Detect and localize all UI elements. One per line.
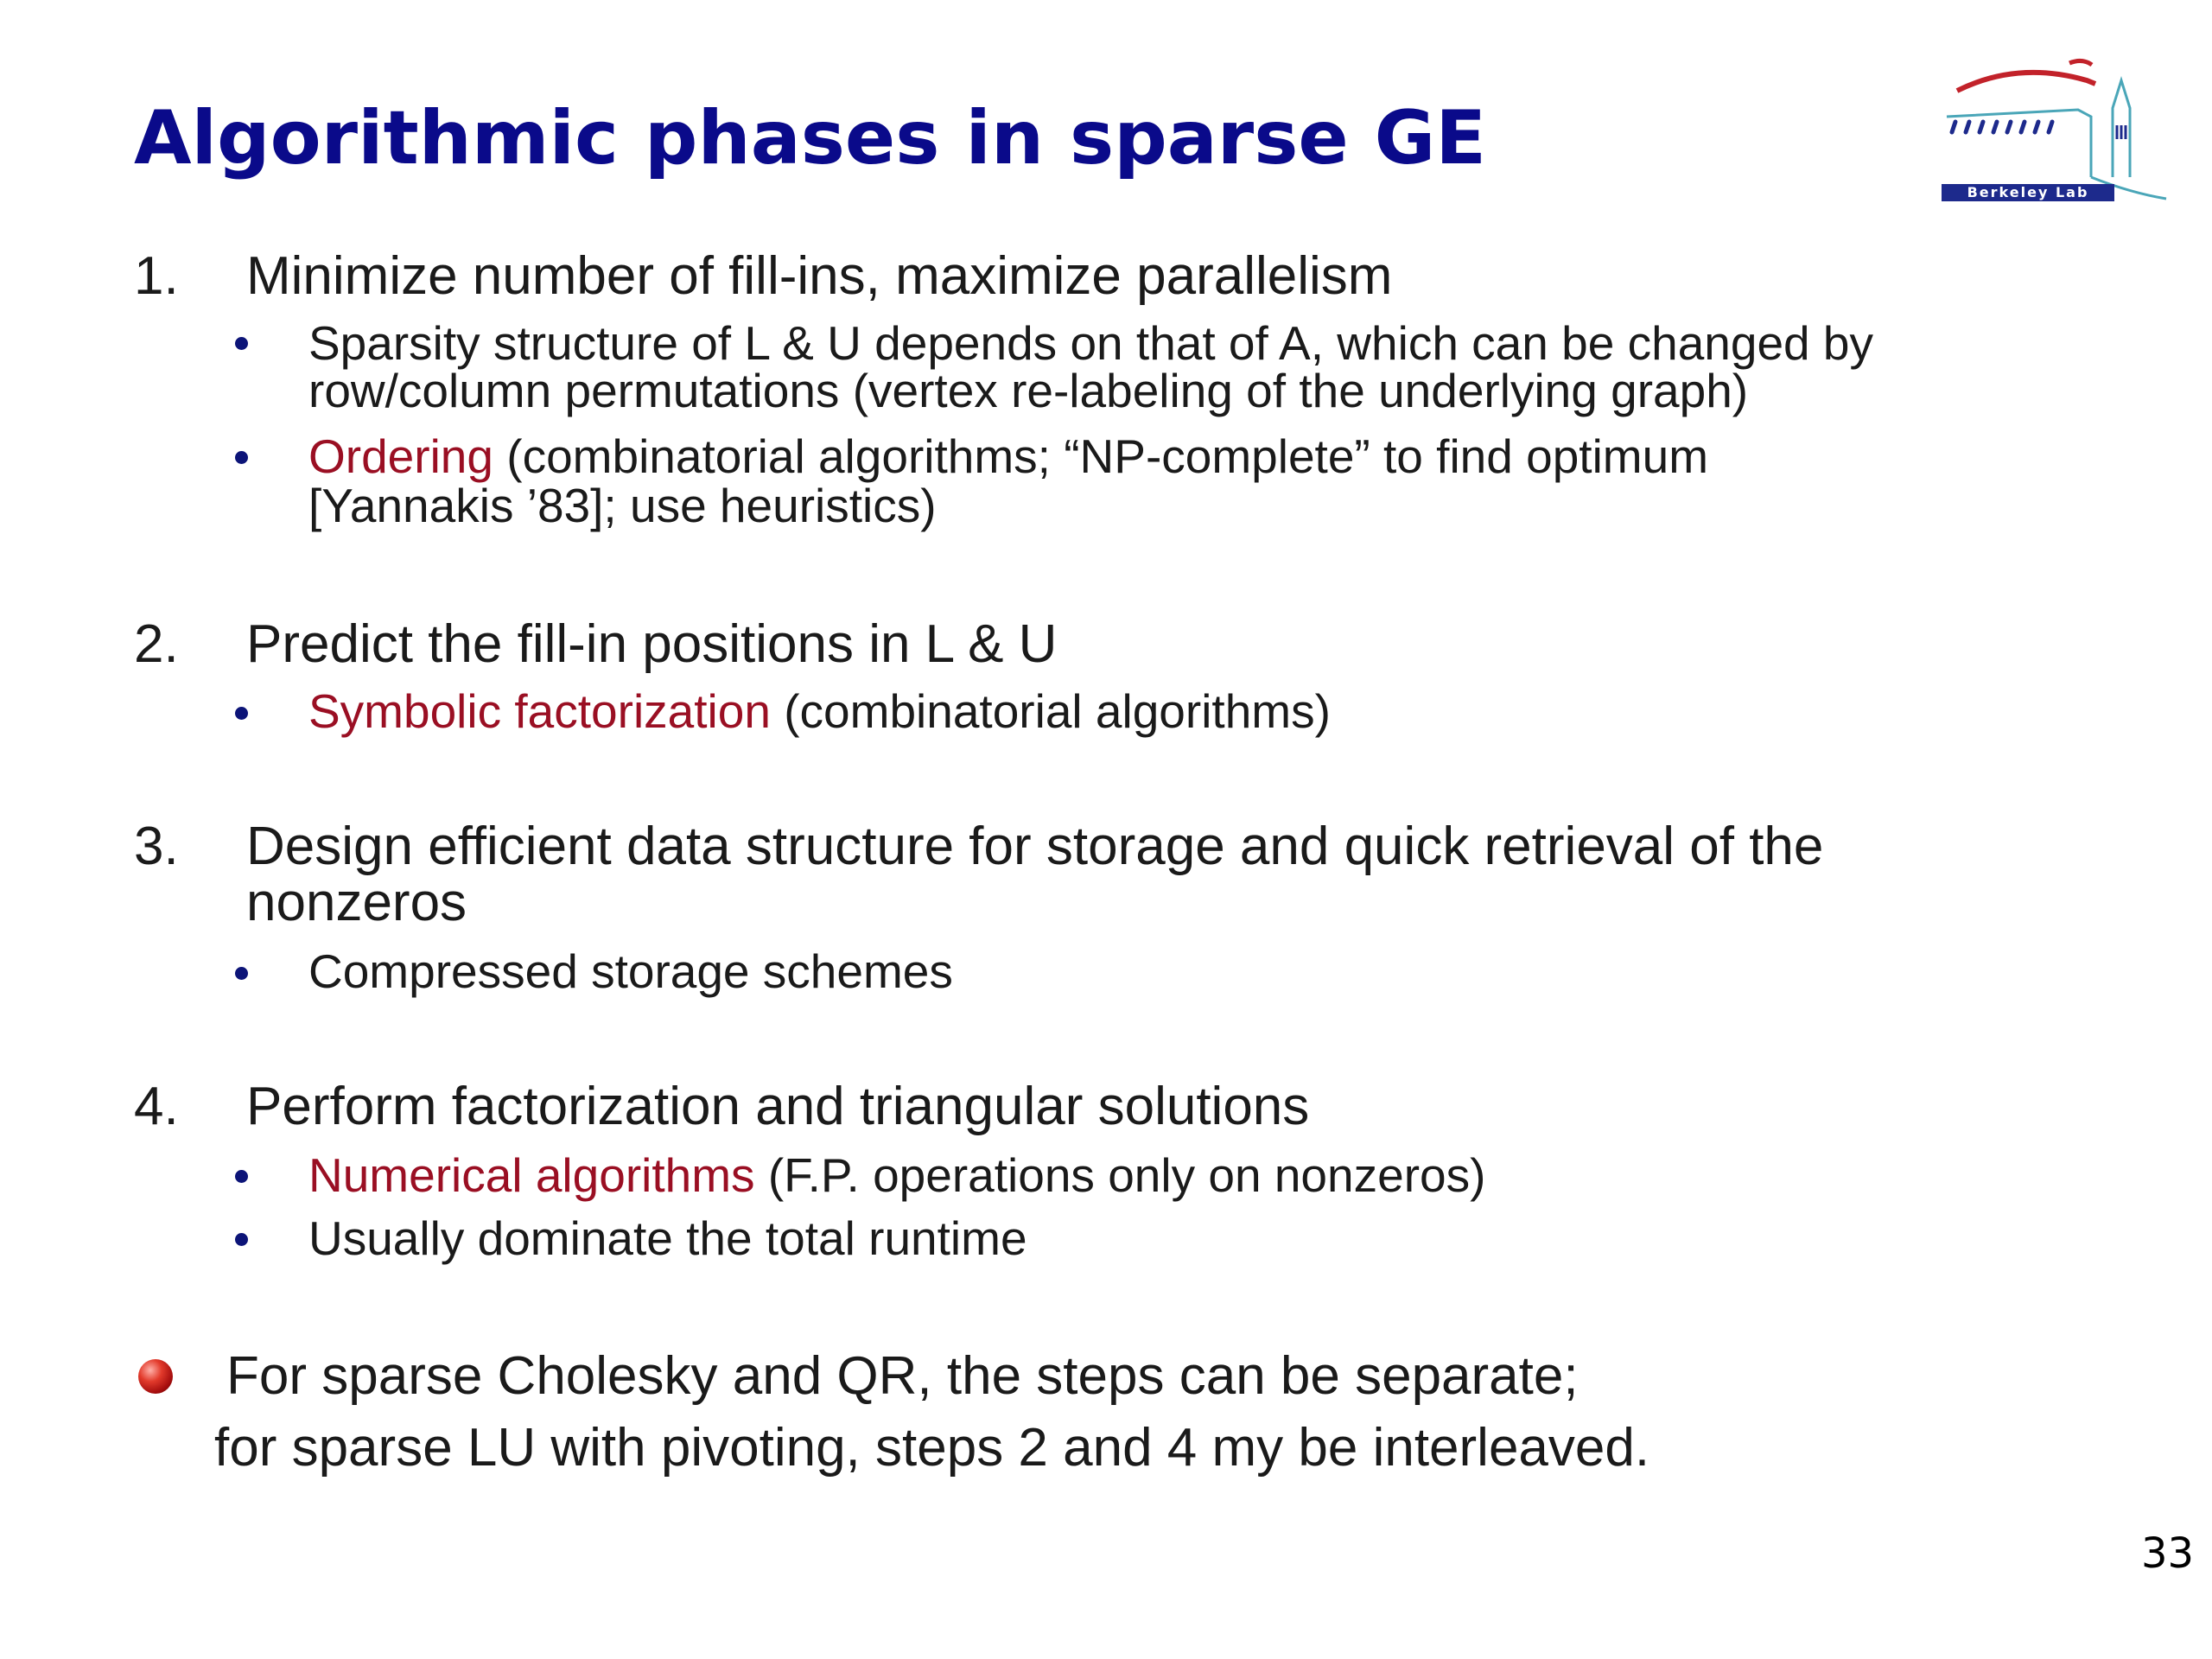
phase-2-number: 2. <box>134 614 179 674</box>
phase-1-number: 1. <box>134 246 179 306</box>
phase-4-bullet-1-text: (F.P. operations only on nonzeros) <box>754 1148 1486 1202</box>
phase-4-bullet-2: Usually dominate the total runtime <box>308 1211 1027 1265</box>
highlight-symbolic-factorization: Symbolic factorization <box>308 684 771 738</box>
red-ball-bullet-icon <box>138 1359 173 1394</box>
final-note-line-2: for sparse LU with pivoting, steps 2 and 4 my be interleaved. <box>214 1418 1650 1478</box>
bullet-icon <box>235 967 248 980</box>
phase-3-number: 3. <box>134 817 179 876</box>
page-number: 33 <box>2141 1529 2195 1578</box>
highlight-ordering: Ordering <box>308 429 493 483</box>
phase-2-bullet-1-text: (combinatorial algorithms) <box>770 684 1331 738</box>
phase-1-heading: Minimize number of fill-ins, maximize parallelism <box>246 246 1393 306</box>
phase-3-bullet-1: Compressed storage schemes <box>308 944 953 998</box>
final-note-line-1: For sparse Cholesky and QR, the steps can be separate; <box>226 1346 1579 1406</box>
phase-4-number: 4. <box>134 1077 179 1136</box>
phase-3-heading-line-1: Design efficient data structure for storage and quick retrieval of the <box>246 817 1824 876</box>
bullet-icon <box>235 451 248 464</box>
phase-4-bullet-1 <box>308 1150 1485 1200</box>
bullet-icon <box>235 707 248 720</box>
logo-text: Berkeley Lab <box>1967 184 2089 200</box>
phase-2-heading: Predict the fill-in positions in L & U <box>246 614 1058 674</box>
phase-1-bullet-2-text: (combinatorial algorithms; “NP-complete” to find optimum <box>493 429 1709 483</box>
phase-3-heading-line-2: nonzeros <box>246 873 467 932</box>
bullet-icon <box>235 1170 248 1183</box>
berkeley-lab-logo-icon <box>1940 56 2173 212</box>
slide-title: Algorithmic phases in sparse GE <box>134 95 1487 181</box>
phase-1-bullet-1-line-1: Sparsity structure of L & U depends on that of A, which can be changed by <box>308 316 1873 370</box>
phase-1-bullet-2-line-2: [Yannakis ’83]; use heuristics) <box>308 479 937 532</box>
highlight-numerical-algorithms: Numerical algorithms <box>308 1148 755 1202</box>
phase-1-bullet-1-line-2: row/column permutations (vertex re-labeling of the underlying graph) <box>308 364 1749 417</box>
phase-2-bullet-1 <box>308 686 1331 736</box>
bullet-icon <box>235 1233 248 1246</box>
phase-1-bullet-2-line-1 <box>308 431 1708 481</box>
bullet-icon <box>235 337 248 350</box>
phase-4-heading: Perform factorization and triangular solutions <box>246 1077 1310 1136</box>
